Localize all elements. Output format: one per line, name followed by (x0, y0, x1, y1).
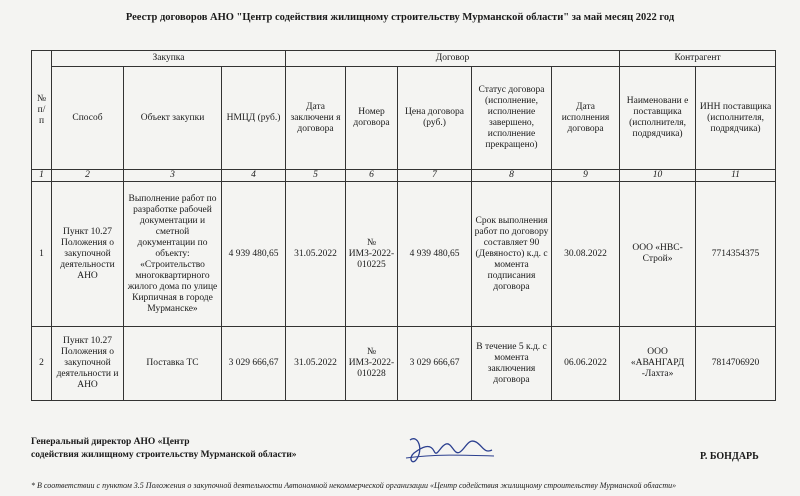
column-number: 4 (222, 170, 286, 182)
cell-number: № ИМЗ-2022-010225 (346, 182, 398, 327)
column-number: 7 (398, 170, 472, 182)
cell-method: Пункт 10.27 Положения о закупочной деятельности АНО (52, 182, 124, 327)
cell-status: В течение 5 к.д. с момента заключения договора (472, 327, 552, 401)
signer-name: Р. БОНДАРЬ (700, 451, 759, 462)
group-header-purchase: Закупка (52, 51, 286, 67)
signatory-title-line2: содействия жилищному строительству Мурманской области» (31, 450, 297, 460)
cell-nmcd: 3 029 666,67 (222, 327, 286, 401)
cell-supplier: ООО «НВС-Строй» (620, 182, 696, 327)
signatory-title (31, 436, 297, 462)
group-header-row (32, 51, 776, 67)
cell-index: 2 (32, 327, 52, 401)
cell-price: 4 939 480,65 (398, 182, 472, 327)
col-header-status: Статус договора (исполнение, исполнение завершено, исполнение прекращено) (472, 67, 552, 170)
cell-price: 3 029 666,67 (398, 327, 472, 401)
col-header-number: Номер договора (346, 67, 398, 170)
column-number: 8 (472, 170, 552, 182)
page-title: Реестр договоров АНО "Центр содействия жилищному строительству Мурманской области" за май месяц 2022 год (125, 12, 675, 23)
cell-exec-date: 30.08.2022 (552, 182, 620, 327)
column-number: 3 (124, 170, 222, 182)
cell-supplier: ООО «АВАНГАРД -Лахта» (620, 327, 696, 401)
col-header-exec-date: Дата исполнения договора (552, 67, 620, 170)
column-number: 10 (620, 170, 696, 182)
group-header-contract: Договор (286, 51, 620, 67)
cell-object: Поставка ТС (124, 327, 222, 401)
column-number: 2 (52, 170, 124, 182)
footnote: * В соответствии с пунктом 3.5 Положения о закупочной деятельности Автономной некоммерческой организации «Центр содействия жилищному строительству Мурманской области» (31, 481, 677, 490)
col-header-nmcd: НМЦД (руб.) (222, 67, 286, 170)
col-header-supplier: Наименовани е поставщика (исполнителя, подрядчика) (620, 67, 696, 170)
column-number-row (32, 170, 776, 182)
column-number: 5 (286, 170, 346, 182)
cell-inn: 7714354375 (696, 182, 776, 327)
cell-method: Пункт 10.27 Положения о закупочной деятельности и АНО (52, 327, 124, 401)
group-header-counterparty: Контрагент (620, 51, 776, 67)
contracts-registry-table (31, 50, 776, 401)
column-number: 9 (552, 170, 620, 182)
col-header-object: Объект закупки (124, 67, 222, 170)
cell-status: Срок выполнения работ по договору составляет 90 (Девяносто) к.д. с момента подписания договора (472, 182, 552, 327)
column-number: 1 (32, 170, 52, 182)
col-header-inn: ИНН поставщика (исполнителя, подрядчика) (696, 67, 776, 170)
col-header-date: Дата заключени я договора (286, 67, 346, 170)
table-row (32, 182, 776, 327)
cell-date: 31.05.2022 (286, 327, 346, 401)
col-header-price: Цена договора (руб.) (398, 67, 472, 170)
cell-exec-date: 06.06.2022 (552, 327, 620, 401)
col-header-index: № п/ п (32, 51, 52, 170)
signature (404, 428, 496, 470)
col-header-method: Способ (52, 67, 124, 170)
cell-date: 31.05.2022 (286, 182, 346, 327)
cell-index: 1 (32, 182, 52, 327)
signatory-title-line1: Генеральный директор АНО «Центр (31, 437, 190, 447)
table-row (32, 327, 776, 401)
column-header-row (32, 67, 776, 170)
cell-number: № ИМЗ-2022-010228 (346, 327, 398, 401)
column-number: 6 (346, 170, 398, 182)
cell-inn: 7814706920 (696, 327, 776, 401)
column-number: 11 (696, 170, 776, 182)
cell-object: Выполнение работ по разработке рабочей документации и сметной документации по объекту: «Строительство многоквартирного жилого дома по улице Кирпичная в городе Мурманске» (124, 182, 222, 327)
cell-nmcd: 4 939 480,65 (222, 182, 286, 327)
